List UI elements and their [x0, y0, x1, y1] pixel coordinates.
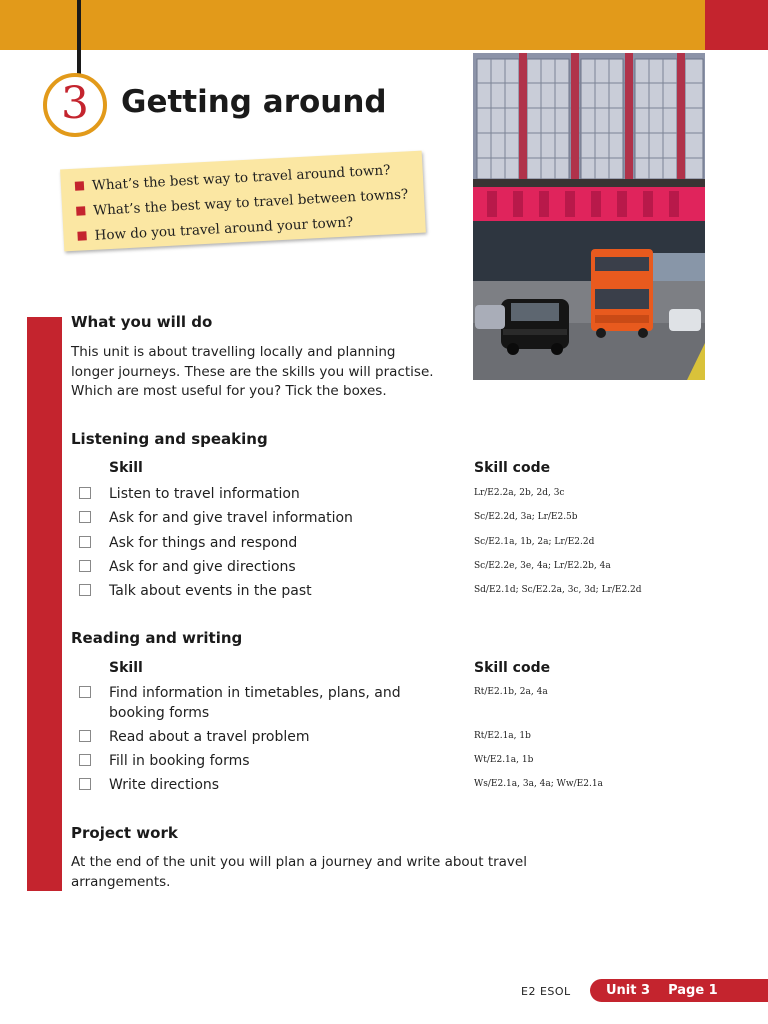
- text-line: This unit is about travelling locally and planning: [71, 344, 396, 360]
- intro-questions-note: [60, 151, 426, 252]
- unit-number: 3: [61, 78, 89, 129]
- skill-checkbox[interactable]: [79, 754, 91, 766]
- skill-row: [0, 484, 768, 508]
- skill-checkbox[interactable]: [79, 730, 91, 742]
- skill-column-header: Skill: [109, 660, 143, 676]
- skill-code: Sc/E2.2d, 3a; Lr/E2.5b: [474, 512, 578, 522]
- skill-label: Ask for and give directions: [109, 559, 296, 575]
- skill-code: Ws/E2.1a, 3a, 4a; Ww/E2.1a: [474, 779, 603, 789]
- top-red-band: [705, 0, 768, 50]
- intro-question-text: What’s the best way to travel around town?: [91, 162, 391, 194]
- skill-row: [0, 775, 768, 799]
- reading-writing-heading: Reading and writing: [71, 629, 243, 647]
- skill-code-column-header: Skill code: [474, 460, 551, 476]
- project-work-text: [71, 853, 527, 892]
- skill-code-column-header: Skill code: [474, 660, 551, 676]
- street-photo-illustration: [473, 53, 705, 380]
- bullet-icon: [76, 206, 85, 215]
- unit-number-badge: [43, 73, 107, 137]
- text-line: Which are most useful for you? Tick the boxes.: [71, 383, 387, 399]
- skill-checkbox[interactable]: [79, 536, 91, 548]
- skill-label: [109, 683, 401, 723]
- skill-row: [0, 508, 768, 532]
- listening-speaking-heading: Listening and speaking: [71, 430, 268, 448]
- skill-label: Listen to travel information: [109, 486, 300, 502]
- street-photo: [473, 53, 705, 380]
- skill-row: [0, 581, 768, 605]
- skill-label-line: booking forms: [109, 705, 210, 721]
- bullet-icon: [77, 231, 86, 240]
- intro-question-text: How do you travel around your town?: [94, 214, 354, 244]
- page-label: Page 1: [668, 983, 718, 998]
- top-orange-band: [0, 0, 705, 50]
- bullet-icon: [75, 181, 84, 190]
- text-line: longer journeys. These are the skills you will practise.: [71, 363, 434, 380]
- skill-code: Sd/E2.1d; Sc/E2.2a, 3c, 3d; Lr/E2.2d: [474, 585, 642, 595]
- skill-label: Fill in booking forms: [109, 753, 250, 769]
- intro-question-text: What’s the best way to travel between towns?: [92, 186, 409, 219]
- unit-label: Unit 3: [606, 983, 651, 998]
- text-line: arrangements.: [71, 873, 171, 890]
- text-line: At the end of the unit you will plan a journey and write about travel: [71, 854, 527, 870]
- skill-checkbox[interactable]: [79, 686, 91, 698]
- skill-code: Rt/E2.1a, 1b: [474, 731, 531, 741]
- skill-label: Ask for and give travel information: [109, 510, 353, 526]
- skill-code: Rt/E2.1b, 2a, 4a: [474, 687, 548, 697]
- skill-label: Talk about events in the past: [109, 583, 312, 599]
- project-work-heading: Project work: [71, 824, 178, 842]
- skill-label-line: Find information in timetables, plans, and: [109, 685, 401, 701]
- skill-code: Wt/E2.1a, 1b: [474, 755, 534, 765]
- what-you-will-do-text: [71, 343, 434, 402]
- skill-row: [0, 683, 768, 727]
- page-tab: [590, 979, 768, 1002]
- skill-row: [0, 557, 768, 581]
- skill-checkbox[interactable]: [79, 778, 91, 790]
- skill-checkbox[interactable]: [79, 511, 91, 523]
- level-label: E2 ESOL: [521, 985, 571, 998]
- skill-row: [0, 751, 768, 775]
- skill-checkbox[interactable]: [79, 584, 91, 596]
- skill-code: Lr/E2.2a, 2b, 2d, 3c: [474, 488, 565, 498]
- skill-row: [0, 533, 768, 557]
- skill-column-header: Skill: [109, 460, 143, 476]
- skill-label: Ask for things and respond: [109, 535, 298, 551]
- page-title: Getting around: [121, 84, 387, 120]
- skill-checkbox[interactable]: [79, 487, 91, 499]
- what-you-will-do-heading: What you will do: [71, 313, 213, 331]
- header-rule: [77, 0, 81, 78]
- skill-checkbox[interactable]: [79, 560, 91, 572]
- skill-label: Write directions: [109, 777, 220, 793]
- skill-row: [0, 727, 768, 751]
- skill-code: Sc/E2.1a, 1b, 2a; Lr/E2.2d: [474, 537, 595, 547]
- skill-code: Sc/E2.2e, 3e, 4a; Lr/E2.2b, 4a: [474, 561, 611, 571]
- skill-label: Read about a travel problem: [109, 729, 310, 745]
